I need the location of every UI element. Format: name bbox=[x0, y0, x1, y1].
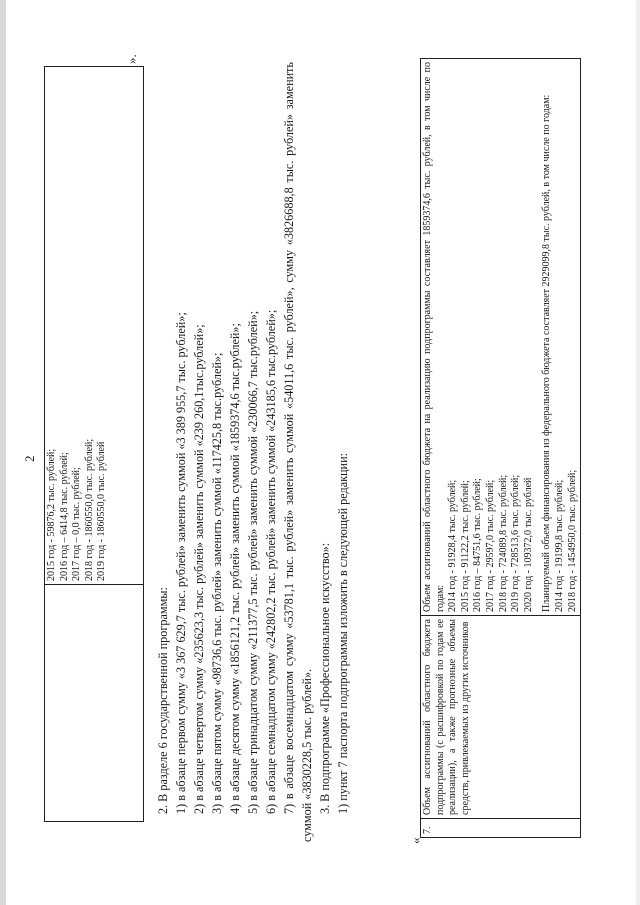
funding-line: 2017 год – 0,0 тыс. рублей; bbox=[71, 467, 83, 581]
amendment-item: 7) в абзаце восемнадцатом сумму «53781,1 тыс. рублей» заменить суммой «54011,6 тыс. рублей», сумму «3826688,8 тыс. рублей» заменить суммой «3830228,5 тыс. рублей». bbox=[282, 62, 314, 842]
table-empty-cell bbox=[45, 585, 144, 822]
closing-quote: ». bbox=[124, 54, 139, 64]
amendment-item: 3) в абзаце пятом сумму «98736,6 тыс. рублей» заменить суммой «117425,8 тыс.рублей»; bbox=[210, 352, 224, 814]
federal-year: 2018 год - 1454950,0 тыс. рублей; bbox=[566, 469, 578, 612]
amendment-item: 2) в абзаце четвертом сумму «235623,3 тыс. рублей» заменить суммой «239 260,1тыс.рублей»; bbox=[192, 324, 206, 814]
scan-edge-light bbox=[636, 0, 640, 905]
federal-heading: Планируемый объем финансирования из федерального бюджета составляет 2929099,8 тыс. рублей, в том числе по годам: bbox=[541, 94, 553, 612]
scan-edge-shadow bbox=[0, 0, 6, 905]
amendment-item: 4) в абзаце десятом сумму «1856121,2 тыс. рублей» заменить суммой «1859374,6 тыс.рублей»; bbox=[228, 323, 242, 814]
section-heading: 3. В подпрограмме «Профессиональное искусство»: bbox=[318, 542, 332, 814]
section-heading: 2. В разделе 6 государственной программы: bbox=[156, 587, 170, 814]
regional-year: 2017 год - 29597,0 тыс. рублей; bbox=[484, 479, 496, 612]
funding-line: 2018 год - 1860550,0 тыс. рублей; bbox=[83, 438, 95, 581]
amendments-block bbox=[154, 62, 352, 842]
continued-table bbox=[44, 66, 144, 822]
regional-year: 2016 год – 84751,6 тыс. рублей; bbox=[472, 478, 484, 612]
item-label: Объем ассигнований областного бюджета подпрограммы (с расшифровкой по годам ее реализации), а также прогнозные объемы средств, привлекаемых из других источников bbox=[421, 616, 581, 819]
document-page bbox=[20, 22, 620, 882]
funding-line: 2016 год – 6414,8 тыс. рублей; bbox=[58, 452, 70, 581]
funding-details-cell bbox=[421, 59, 581, 616]
page-number: 2 bbox=[22, 455, 37, 462]
amendment-item: 1) в абзаце первом сумму «3 367 629,7 тыс. рублей» заменить суммой «3 389 955,7 тыс. рублей»; bbox=[174, 312, 188, 814]
table-funding-cell bbox=[45, 67, 144, 585]
amendment-item: 5) в абзаце тринадцатом сумму «211377,5 тыс. рублей» заменить суммой «230066,7 тыс.рублей»; bbox=[246, 310, 260, 814]
amendment-item: 6) в абзаце семнадцатом сумму «242802,2 тыс. рублей» заменить суммой «243185,6 тыс.рублей»; bbox=[264, 309, 278, 814]
item-number: 7. bbox=[421, 819, 581, 838]
federal-year: 2014 год - 19199,8 тыс. рублей; bbox=[553, 479, 565, 612]
regional-year: 2018 год - 724089,8 тыс. рублей; bbox=[497, 474, 509, 612]
funding-line: 2019 год - 1860550,0 тыс. рублей bbox=[96, 441, 108, 581]
regional-year: 2019 год - 728513,6 тыс. рублей; bbox=[510, 474, 522, 612]
passport-table bbox=[420, 58, 581, 838]
amendment-item: 1) пункт 7 паспорта подпрограммы изложить в следующей редакции: bbox=[336, 453, 350, 814]
regional-heading: Объем ассигнований областного бюджета на реализацию подпрограммы составляет 1859374,6 тыс. рублей, в том числе по годам: bbox=[422, 62, 446, 612]
funding-line: 2015 год - 59876,2 тыс. рублей; bbox=[46, 448, 57, 581]
regional-year: 2014 год - 91928,4 тыс. рублей; bbox=[447, 479, 459, 612]
regional-year: 2015 год - 91122,2 тыс. рублей; bbox=[459, 480, 471, 612]
opening-quote: « bbox=[408, 837, 423, 844]
regional-year: 2020 год - 109372,0 тыс. рублей bbox=[522, 477, 534, 612]
